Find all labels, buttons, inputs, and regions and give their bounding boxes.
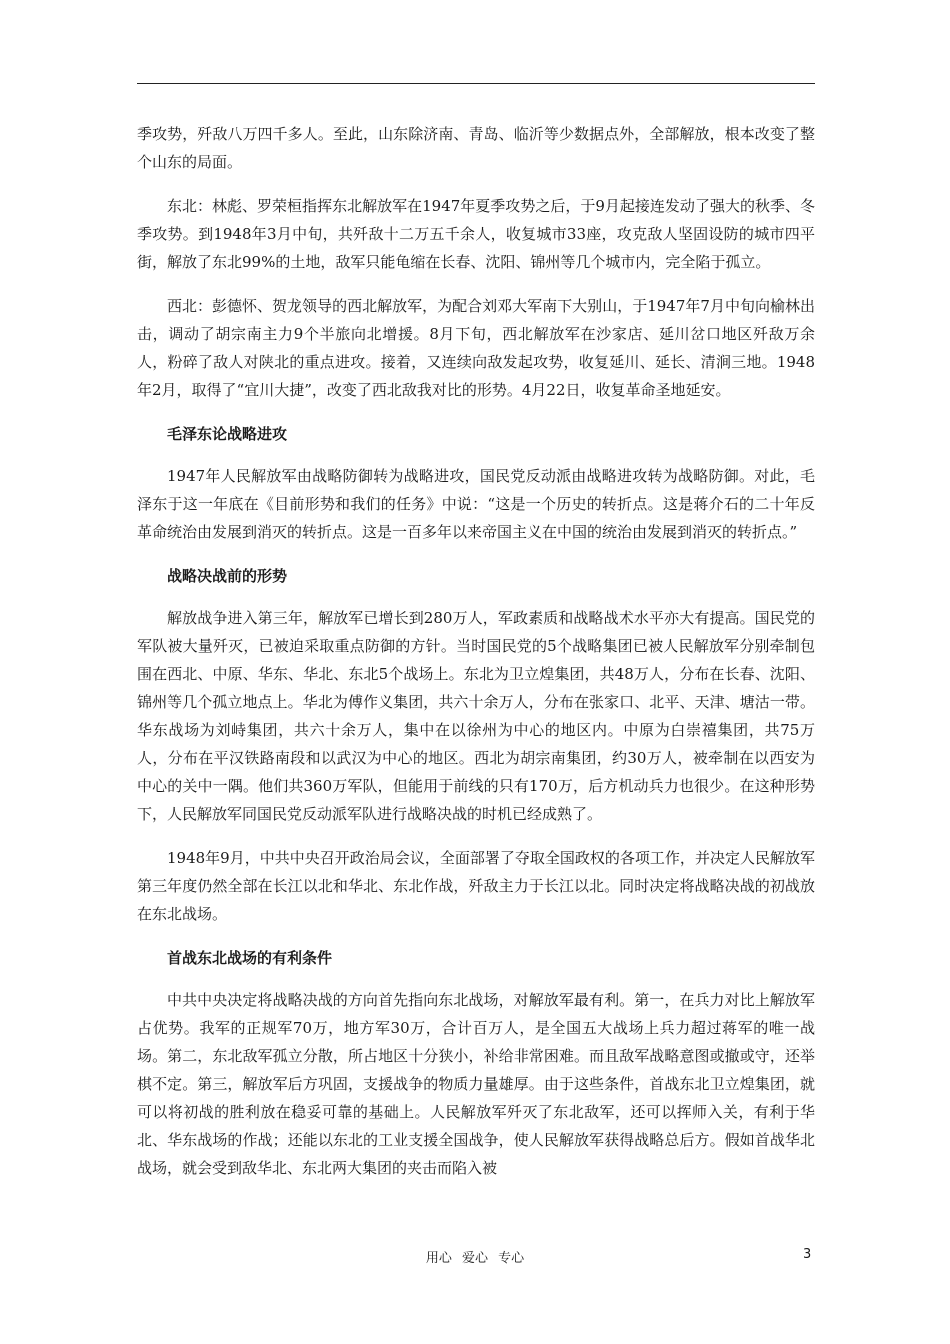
document-body — [137, 120, 815, 1198]
page-number: 3 — [803, 1247, 812, 1262]
paragraph-northeast: 东北：林彪、罗荣桓指挥东北解放军在1947年夏季攻势之后，于9月起接连发动了强大的秋季、冬季攻势。到1948年3月中旬，共歼敌十二万五千余人，收复城市33座，攻克敌人坚固设防的城市四平街，解放了东北99%的土地，敌军只能龟缩在长春、沈阳、锦州等几个城市内，完全陷于孤立。 — [137, 197, 815, 271]
paragraph-northeast-advantages: 中共中央决定将战略决战的方向首先指向东北战场，对解放军最有利。第一，在兵力对比上解放军占优势。我军的正规军70万，地方军30万，合计百万人，是全国五大战场上兵力超过蒋军的唯一战场。第二，东北敌军孤立分散，所占地区十分狭小，补给非常困难。而且敌军战略意图或撤或守，还举棋不定。第三，解放军后方巩固，支援战争的物质力量雄厚。由于这些条件，首战东北卫立煌集团，就可以将初战的胜利放在稳妥可靠的基础上。人民解放军歼灭了东北敌军，还可以挥师入关，有利于华北、华东战场的作战；还能以东北的工业支援全国战争，使人民解放军获得战略总后方。假如首战华北战场，就会受到敌华北、东北两大集团的夹击而陷入被 — [137, 991, 815, 1177]
paragraph-politburo-meeting: 1948年9月，中共中央召开政治局会议，全面部署了夺取全国政权的各项工作，并决定人民解放军第三年度仍然全部在长江以北和华北、东北作战，歼敌主力于长江以北。同时决定将战略决战的初战放在东北战场。 — [137, 849, 815, 923]
footer-slogan: 用心 爱心 专心 — [425, 1251, 525, 1266]
paragraph-mao-quote: 1947年人民解放军由战略防御转为战略进攻，国民党反动派由战略进攻转为战略防御。对此，毛泽东于这一年底在《目前形势和我们的任务》中说：“这是一个历史的转折点。这是蒋介石的二十年反革命统治由发展到消灭的转折点。这是一百多年以来帝国主义在中国的统治由发展到消灭的转折点。” — [137, 467, 815, 541]
section-heading-northeast-advantages: 首战东北战场的有利条件 — [167, 949, 333, 967]
header-rule — [137, 83, 815, 84]
paragraph-third-year-situation: 解放战争进入第三年，解放军已增长到280万人，军政素质和战略战术水平亦大有提高。国民党的军队被大量歼灭，已被迫采取重点防御的方针。当时国民党的5个战略集团已被人民解放军分别牵制包围在西北、中原、华东、华北、东北5个战场上。东北为卫立煌集团，共48万人，分布在长春、沈阳、锦州等几个孤立地点上。华北为傅作义集团，共六十余万人，分布在张家口、北平、天津、塘沽一带。华东战场为刘峙集团，共六十余万人，集中在以徐州为中心的地区内。中原为白崇禧集团，共75万人，分布在平汉铁路南段和以武汉为中心的地区。西北为胡宗南集团，约30万人，被牵制在以西安为中心的关中一隅。他们共360万军队，但能用于前线的只有170万，后方机动兵力也很少。在这种形势下，人民解放军同国民党反动派军队进行战略决战的时机已经成熟了。 — [137, 609, 815, 823]
paragraph-northwest: 西北：彭德怀、贺龙领导的西北解放军，为配合刘邓大军南下大别山，于1947年7月中旬向榆林出击，调动了胡宗南主力9个半旅向北增援。8月下旬，西北解放军在沙家店、延川岔口地区歼敌万余人，粉碎了敌人对陕北的重点进攻。接着，又连续向敌发起攻势，收复延川、延长、清涧三地。1948年2月，取得了“宜川大捷”，改变了西北敌我对比的形势。4月22日，收复革命圣地延安。 — [137, 297, 815, 399]
paragraph-shandong-continued: 季攻势，歼敌八万四千多人。至此，山东除济南、青岛、临沂等少数据点外，全部解放，根本改变了整个山东的局面。 — [137, 125, 815, 171]
section-heading-pre-decisive-situation: 战略决战前的形势 — [167, 567, 288, 585]
section-heading-mao-strategic-offensive: 毛泽东论战略进攻 — [167, 425, 288, 443]
